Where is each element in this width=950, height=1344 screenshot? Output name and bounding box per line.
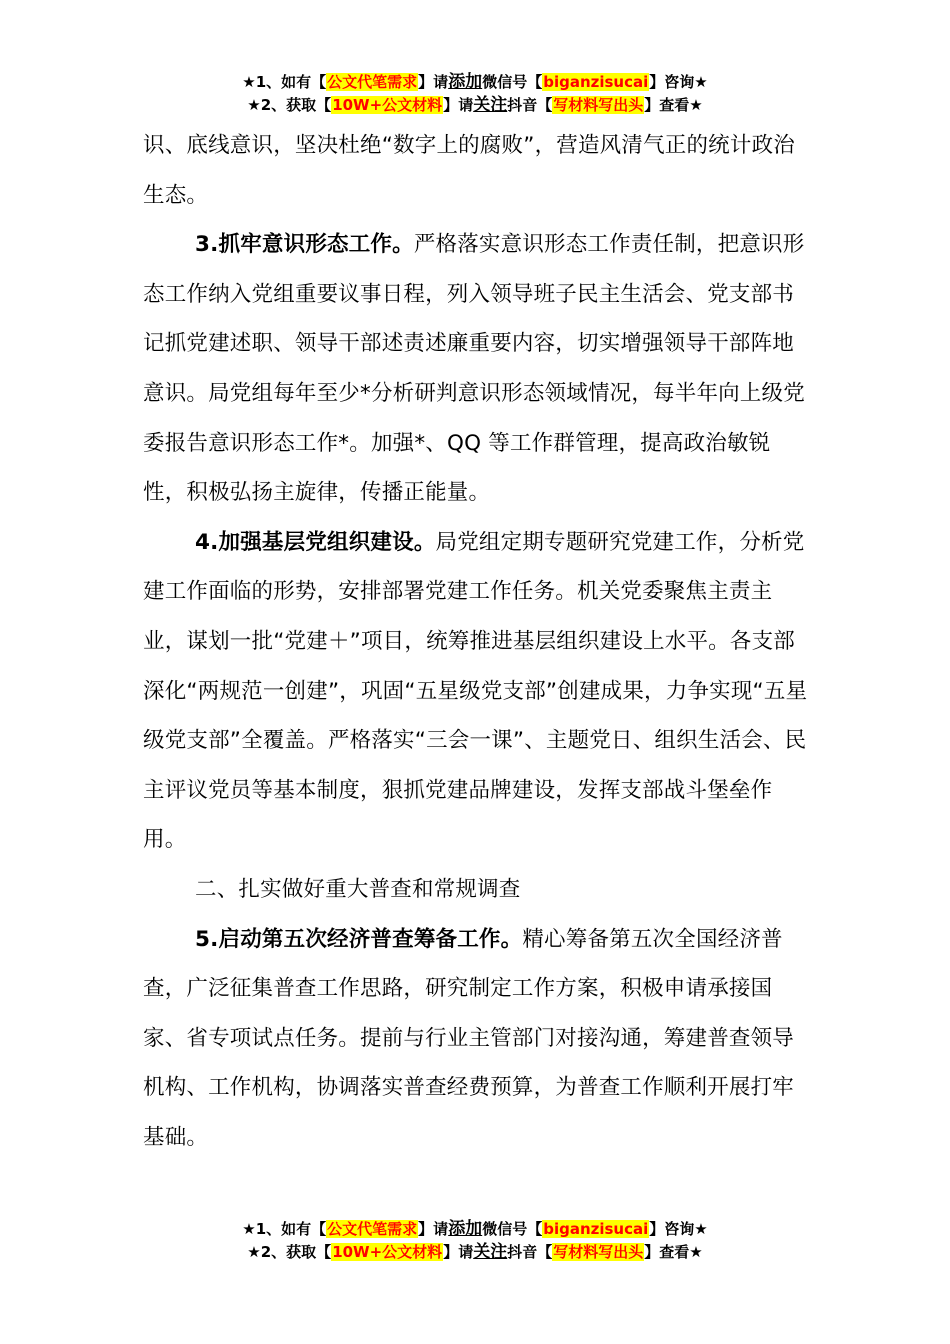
banner-highlight: 公文代笔需求: [327, 73, 418, 91]
banner-text: 】咨询★: [649, 73, 708, 91]
item-3-paragraph: [143, 220, 811, 518]
banner-underlined-text: 关注: [473, 95, 508, 115]
item-3-body: 严格落实意识形态工作责任制，把意识形态工作纳入党组重要议事日程，列入领导班子民主生活会、党支部书记抓党建述职、领导干部述责述廉重要内容，切实增强领导干部阵地意识。局党组每年至少*分析研判意识形态领域情况，每半年向上级党委报告意识形态工作*。加强*、QQ 等工作群管理，提高政治敏锐性，积极弘扬主旋律，传播正能量。: [143, 232, 805, 506]
banner-text: 微信号【: [482, 1220, 543, 1238]
banner-highlight: 10W+公文材料: [332, 1243, 443, 1261]
banner-text: 抖音【: [507, 96, 553, 114]
banner-text: 】请: [418, 1220, 449, 1238]
bottom-banner: [0, 1218, 950, 1264]
banner-text: ★1、如有【: [242, 73, 327, 91]
item-5-body: 精心筹备第五次全国经济普查，广泛征集普查工作思路，研究制定工作方案，积极申请承接国家、省专项试点任务。提前与行业主管部门对接沟通，筹建普查领导机构、工作机构，协调落实普查经费预算，为普查工作顺利开展打牢基础。: [143, 926, 795, 1150]
banner-highlight: 写材料写出头: [553, 1243, 644, 1261]
section-2-heading: 二、扎实做好重大普查和常规调查: [195, 876, 521, 902]
banner-underlined-text: 添加: [448, 1219, 483, 1239]
banner-text: 】查看★: [644, 96, 703, 114]
document-body: [143, 121, 811, 1162]
banner-highlight: 10W+公文材料: [332, 96, 443, 114]
banner-text: 】请: [443, 96, 474, 114]
banner-text: ★2、获取【: [247, 96, 332, 114]
banner-highlight: 公文代笔需求: [327, 1220, 418, 1238]
banner-text: ★1、如有【: [242, 1220, 327, 1238]
banner-text: 】咨询★: [649, 1220, 708, 1238]
banner-line-1: [0, 71, 950, 94]
banner-highlight: biganzisucai: [543, 1220, 649, 1238]
banner-line-2: [0, 1241, 950, 1264]
banner-text: 微信号【: [482, 73, 543, 91]
banner-highlight: biganzisucai: [543, 73, 649, 91]
banner-text: 】请: [418, 73, 449, 91]
banner-underlined-text: 添加: [448, 72, 483, 92]
item-4-lead: 4.加强基层党组织建设。: [195, 529, 436, 555]
item-3-lead: 3.抓牢意识形态工作。: [195, 232, 414, 258]
banner-underlined-text: 关注: [473, 1242, 508, 1262]
top-banner: [0, 71, 950, 117]
banner-highlight: 写材料写出头: [553, 96, 644, 114]
banner-text: 】请: [443, 1243, 474, 1261]
banner-text: 抖音【: [507, 1243, 553, 1261]
item-5-lead: 5.启动第五次经济普查筹备工作。: [195, 926, 523, 952]
item-4-paragraph: [143, 518, 811, 865]
banner-line-1: [0, 1218, 950, 1241]
banner-text: 】查看★: [644, 1243, 703, 1261]
banner-text: ★2、获取【: [247, 1243, 332, 1261]
item-5-paragraph: [143, 915, 811, 1163]
banner-line-2: [0, 94, 950, 117]
continued-paragraph: 识、底线意识，坚决杜绝“数字上的腐败”，营造风清气正的统计政治生态。: [143, 133, 795, 208]
item-4-body: 局党组定期专题研究党建工作，分析党建工作面临的形势，安排部署党建工作任务。机关党委聚焦主责主业，谋划一批“党建＋”项目，统筹推进基层组织建设上水平。各支部深化“两规范一创建”，巩固“五星级党支部”创建成果，力争实现“五星级党支部”全覆盖。严格落实“三会一课”、主题党日、组织生活会、民主评议党员等基本制度，狠抓党建品牌建设，发挥支部战斗堡垒作用。: [143, 529, 808, 853]
